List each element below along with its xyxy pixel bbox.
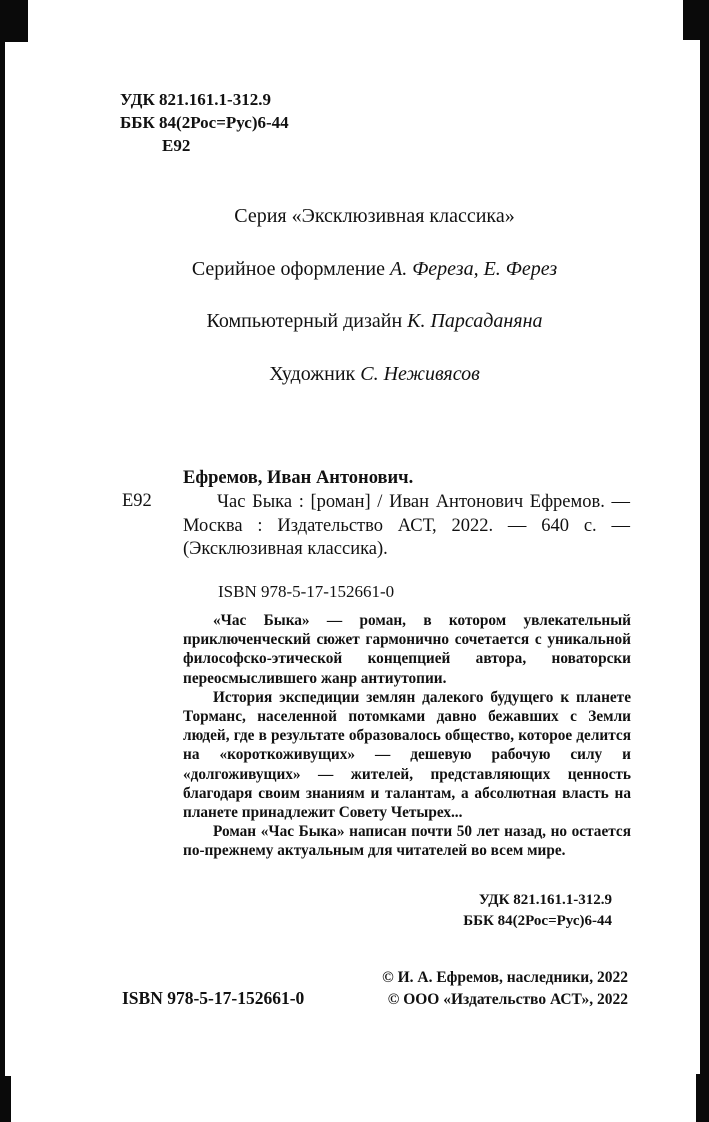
- copyright-block: [382, 967, 628, 1011]
- series-design-label: Серийное оформление: [191, 258, 390, 280]
- annotation-paragraph-2: История экспедиции землян далекого будущего к планете Торманс, населенной потомками давно бежавших с Земли людей, где в результате образовалось общество, которое делится на «короткоживущих» — дешевую рабочую силу и «долгоживущих» — жителей, представляющих ценность благодаря своим знаниям и талантам, а абсолютная власть на планете принадлежит Совету Четырех...: [183, 688, 631, 822]
- catalog-author: Ефремов, Иван Антонович.: [183, 468, 414, 488]
- catalog-entry: Час Быка : [роман] / Иван Антонович Ефремов. — Москва : Издательство АСТ, 2022. — 640 с. — (Эксклюзивная классика).: [183, 492, 630, 559]
- scan-corner-top-right: [683, 0, 709, 40]
- udk-code-bottom: УДК 821.161.1-312.9: [478, 892, 612, 908]
- scan-corner-bottom-right: [696, 1074, 709, 1122]
- series-design-credit: [40, 258, 709, 281]
- artist-name: С. Неживясов: [360, 363, 480, 385]
- artist-label: Художник: [269, 363, 361, 385]
- artist-credit: [40, 363, 709, 386]
- copyright-line-publisher: © ООО «Издательство АСТ», 2022: [387, 991, 628, 1008]
- computer-design-credit: [40, 310, 709, 333]
- scan-corner-top-left: [0, 0, 28, 42]
- series-title: Серия «Эксклюзивная классика»: [234, 205, 515, 227]
- annotation-paragraph-3: Роман «Час Быка» написан почти 50 лет назад, но остается по-прежнему актуальным для читателей во всем мире.: [183, 823, 631, 860]
- scan-corner-bottom-left: [0, 1076, 11, 1122]
- bbk-code-top: ББК 84(2Рос=Рус)6-44: [120, 113, 289, 132]
- bottom-classification-codes: [463, 890, 612, 932]
- top-classification-codes: [120, 88, 289, 157]
- copyright-line-author: © И. А. Ефремов, наследники, 2022: [382, 969, 628, 986]
- udk-code-top: УДК 821.161.1-312.9: [120, 90, 271, 109]
- isbn-bottom: ISBN 978-5-17-152661-0: [122, 988, 305, 1008]
- catalog-author-sign-code: Е92: [122, 491, 152, 511]
- annotation-paragraph-1: «Час Быка» — роман, в котором увлекательный приключенческий сюжет гармонично сочетается с уникальной философско-этической концепцией автора, новаторски переосмыслившего жанр антиутопии.: [183, 612, 631, 687]
- isbn-catalog: ISBN 978-5-17-152661-0: [218, 582, 395, 601]
- scan-edge-left: [0, 0, 5, 1122]
- bbk-code-bottom: ББК 84(2Рос=Рус)6-44: [463, 913, 612, 929]
- computer-design-label: Компьютерный дизайн: [206, 310, 408, 332]
- computer-design-name: К. Парсаданяна: [407, 310, 543, 332]
- scan-edge-right: [700, 0, 709, 1122]
- annotation-block: [183, 611, 631, 861]
- series-design-names: А. Фереза, Е. Ферез: [389, 258, 558, 280]
- author-sign-code-top: Е92: [162, 136, 191, 155]
